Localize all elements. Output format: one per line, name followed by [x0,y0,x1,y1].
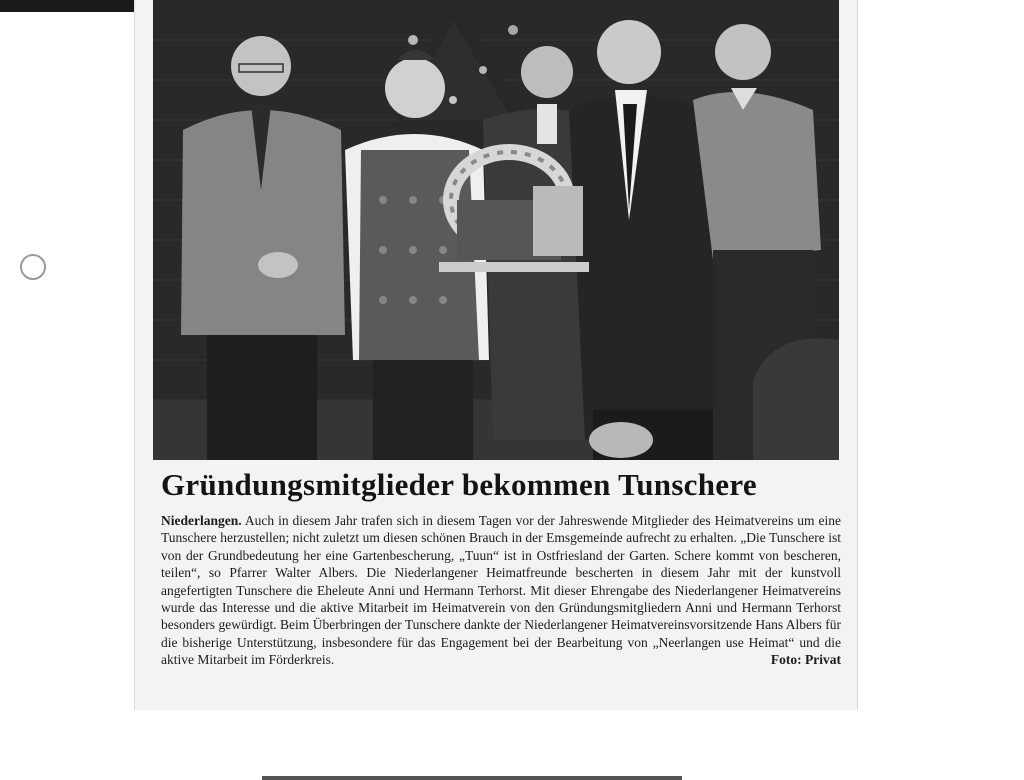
article-text: Auch in diesem Jahr trafen sich in diesem Tagen vor der Jahreswende Mitglieder des Heimatvereins um eine Tunschere herzustellen; nicht zuletzt um diesen schönen Brauch in der Emsgemeinde aufrecht zu erhalten. „Die Tunschere ist von der Grundbedeutung her eine Gartenbescherung, „Tuun“ ist in Ostfriesland der Garten. Schere kommt von bescheren, teilen“, so Pfarrer Walter Albers. Die Niederlangener Heimatfreunde bescherten in diesem Jahr mit der kunstvoll angefertigten Tunschere die Eheleute Anni und Hermann Terhorst. Mit dieser Ehrengabe des Niederlangener Heimatvereins wurde das Interesse und die aktive Mitarbeit im Heimatverein von den Gründungsmitgliedern Anni und Hermann Terhorst besonders gewürdigt. Beim Überbringen der Tunschere dankte der Niederlangener Heimatvereinsvorsitzende Hans Albers für die bisherige Unterstützung, insbesondere für das Engagement bei der Bearbeitung von „Neerlangen use Heimat“ und die aktive Mitarbeit im Förderkreis. [161,513,841,668]
scan-edge-mark [0,0,134,12]
scan-bottom-edge [262,776,682,780]
photo-credit: Foto: Privat [770,652,841,668]
article-headline: Gründungsmitglieder bekommen Tunschere [161,467,757,502]
group-photo-illustration [153,0,839,460]
newspaper-clipping [134,0,858,710]
article-photo [153,0,839,460]
punch-hole [20,254,46,280]
article-body [161,512,841,669]
article-dateline: Niederlangen. [161,513,242,528]
